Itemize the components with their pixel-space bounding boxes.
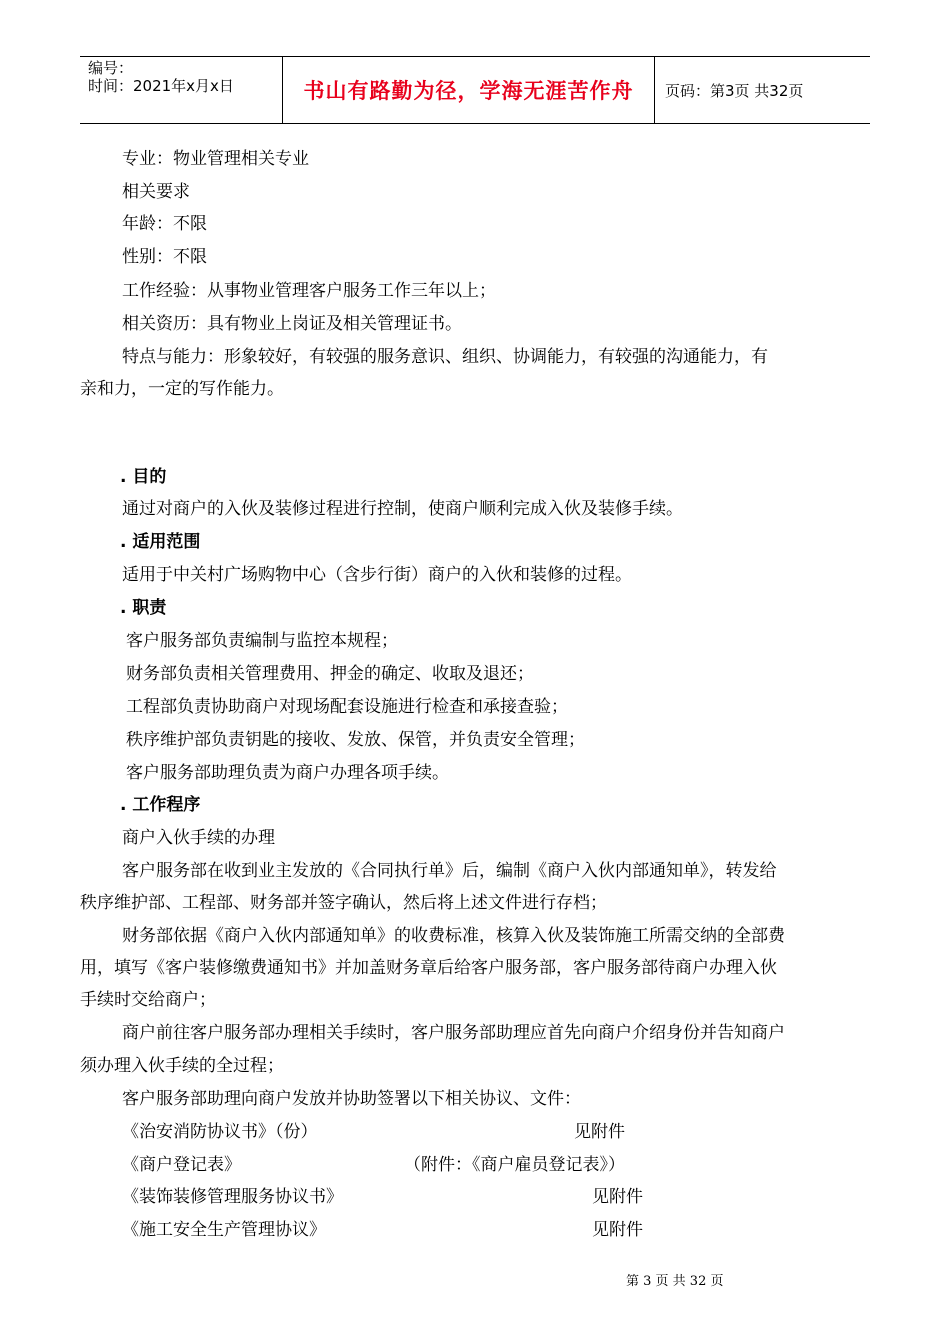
requirements-line: 相关要求 [122,182,190,202]
scope-text: 适用于中关村广场购物中心（含步行街）商户的入伙和装修的过程。 [122,565,632,585]
paragraph-2-line-1: 财务部依据《商户入伙内部通知单》的收费标准，核算入伙及装饰施工所需交纳的全部费 [122,926,785,946]
document-header [80,56,870,124]
header-page-info: 页码：第3页 共32页 [665,81,804,100]
heading-scope: . 适用范围 [120,532,201,552]
header-motto: 书山有路勤为径，学海无涯苦作舟 [283,57,655,123]
paragraph-1-line-2: 秩序维护部、工程部、财务部并签字确认，然后将上述文件进行存档； [80,893,607,913]
document-item [122,1186,912,1208]
traits-line-1: 特点与能力：形象较好，有较强的服务意识、组织、协调能力，有较强的沟通能力，有 [122,347,768,367]
document-number: 编号： [88,59,134,77]
paragraph-1-line-1: 客户服务部在收到业主发放的《合同执行单》后，编制《商户入伙内部通知单》，转发给 [122,861,777,881]
paragraph-2-line-2: 用，填写《客户装修缴费通知书》并加盖财务章后给客户服务部，客户服务部待商户办理入伙 [80,958,777,978]
document-item [122,1121,912,1143]
document-item [122,1154,912,1176]
purpose-text: 通过对商户的入伙及装修过程进行控制，使商户顺利完成入伙及装修手续。 [122,499,683,519]
duty-item: 客户服务部助理负责为商户办理各项手续。 [126,763,449,783]
document-item-title: 《装饰装修管理服务协议书》 [122,1187,343,1207]
age-line: 年龄：不限 [122,214,207,234]
header-meta [80,57,283,123]
duty-item: 工程部负责协助商户对现场配套设施进行检查和承接查验； [126,697,568,717]
paragraph-4: 客户服务部助理向商户发放并协助签署以下相关协议、文件： [122,1089,581,1109]
document-item-note: （附件：《商户雇员登记表》） [404,1155,625,1175]
paragraph-2-line-3: 手续时交给商户； [80,990,216,1010]
heading-duties: . 职责 [120,598,167,618]
document-item-title: 《治安消防协议书》（份） [122,1122,318,1142]
document-item-title: 《施工安全生产管理协议》 [122,1220,326,1240]
paragraph-3-line-1: 商户前往客户服务部办理相关手续时，客户服务部助理应首先向商户介绍身份并告知商户 [122,1023,785,1043]
experience-line: 工作经验：从事物业管理客户服务工作三年以上； [122,281,496,301]
paragraph-3-line-2: 须办理入伙手续的全过程； [80,1056,284,1076]
document-item-note: 见附件 [592,1220,643,1240]
document-date: 时间：2021年x月x日 [88,77,234,95]
document-item-title: 《商户登记表》 [122,1155,241,1175]
document-item-note: 见附件 [574,1122,625,1142]
document-item-note: 见附件 [592,1187,643,1207]
heading-procedure: . 工作程序 [120,795,201,815]
gender-line: 性别：不限 [122,247,207,267]
traits-line-2: 亲和力，一定的写作能力。 [80,379,284,399]
procedure-title: 商户入伙手续的办理 [122,828,275,848]
page-footer: 第 3 页 共 32 页 [626,1274,724,1289]
duty-item: 客户服务部负责编制与监控本规程； [126,631,398,651]
document-item [122,1219,912,1241]
duty-item: 财务部负责相关管理费用、押金的确定、收取及退还； [126,664,534,684]
duty-item: 秩序维护部负责钥匙的接收、发放、保管，并负责安全管理； [126,730,585,750]
heading-purpose: . 目的 [120,467,167,487]
major-line: 专业：物业管理相关专业 [122,149,309,169]
qualification-line: 相关资历：具有物业上岗证及相关管理证书。 [122,314,462,334]
